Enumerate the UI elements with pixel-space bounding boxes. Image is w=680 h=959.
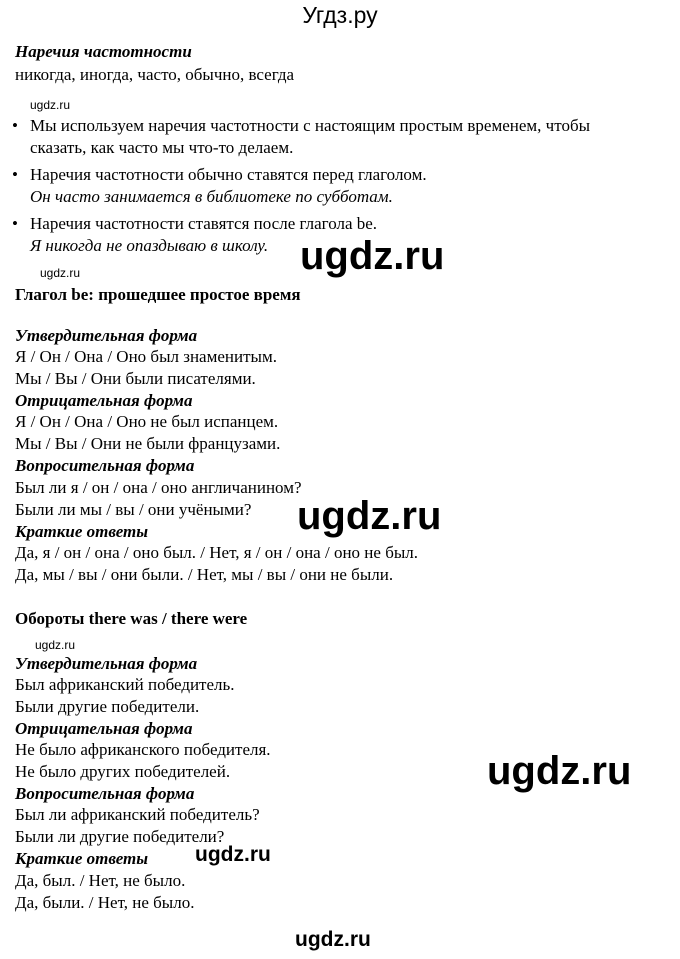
bullet-3-example: Я никогда не опаздываю в школу. [30, 236, 269, 255]
short-answer-line: Да, были. / Нет, не было. [15, 893, 195, 912]
negative-line: Я / Он / Она / Оно не был испанцем. [15, 412, 279, 431]
bullet-icon: • [12, 116, 18, 135]
question-label: Вопросительная форма [15, 456, 195, 475]
short-answers-label: Краткие ответы [15, 849, 149, 868]
watermark-small: ugdz.ru [40, 266, 81, 280]
bullet-icon: • [12, 214, 18, 233]
affirmative-label: Утвердительная форма [15, 654, 198, 673]
watermark-small: ugdz.ru [30, 98, 71, 112]
negative-line: Мы / Вы / Они не были французами. [15, 434, 281, 453]
short-answers-label: Краткие ответы [15, 522, 149, 541]
question-label: Вопросительная форма [15, 784, 195, 803]
section-heading-frequency: Наречия частотности [15, 42, 192, 61]
question-line: Были ли другие победители? [15, 827, 225, 846]
bullet-1-line-1: Мы используем наречия частотности с настоящим простым временем, чтобы [30, 116, 591, 135]
watermark-mid: ugdz.ru [195, 843, 271, 866]
bullet-2-example: Он часто занимается в библиотеке по субботам. [30, 187, 393, 206]
bullet-1-line-2: сказать, как часто мы что-то делаем. [30, 138, 294, 157]
adverbs-list: никогда, иногда, часто, обычно, всегда [15, 65, 295, 84]
section-heading-there-was: Обороты there was / there were [15, 609, 248, 628]
negative-label: Отрицательная форма [15, 391, 193, 410]
watermark-footer: ugdz.ru [295, 928, 371, 951]
short-answer-line: Да, был. / Нет, не было. [15, 871, 186, 890]
bullet-3-text: Наречия частотности ставятся после глагола be. [30, 214, 378, 233]
bullet-2-text: Наречия частотности обычно ставятся перед глаголом. [30, 165, 427, 184]
bullet-icon: • [12, 165, 18, 184]
short-answer-line: Да, мы / вы / они были. / Нет, мы / вы / они не были. [15, 565, 394, 584]
watermark-big: ugdz.ru [487, 749, 632, 793]
watermark-big: ugdz.ru [300, 234, 445, 278]
section-heading-be-past: Глагол be: прошедшее простое время [15, 285, 301, 304]
watermark-big: ugdz.ru [297, 494, 442, 538]
affirmative-line: Был африканский победитель. [15, 675, 235, 694]
page-title: Угдз.ру [302, 2, 378, 28]
negative-label: Отрицательная форма [15, 719, 193, 738]
affirmative-label: Утвердительная форма [15, 326, 198, 345]
negative-line: Не было других победителей. [15, 762, 231, 781]
question-line: Был ли африканский победитель? [15, 805, 260, 824]
affirmative-line: Были другие победители. [15, 697, 200, 716]
affirmative-line: Я / Он / Она / Оно был знаменитым. [15, 347, 277, 366]
question-line: Был ли я / он / она / оно англичанином? [15, 478, 302, 497]
affirmative-line: Мы / Вы / Они были писателями. [15, 369, 256, 388]
short-answer-line: Да, я / он / она / оно был. / Нет, я / он / она / оно не был. [15, 543, 418, 562]
question-line: Были ли мы / вы / они учёными? [15, 500, 252, 519]
watermark-small: ugdz.ru [35, 638, 76, 652]
negative-line: Не было африканского победителя. [15, 740, 271, 759]
